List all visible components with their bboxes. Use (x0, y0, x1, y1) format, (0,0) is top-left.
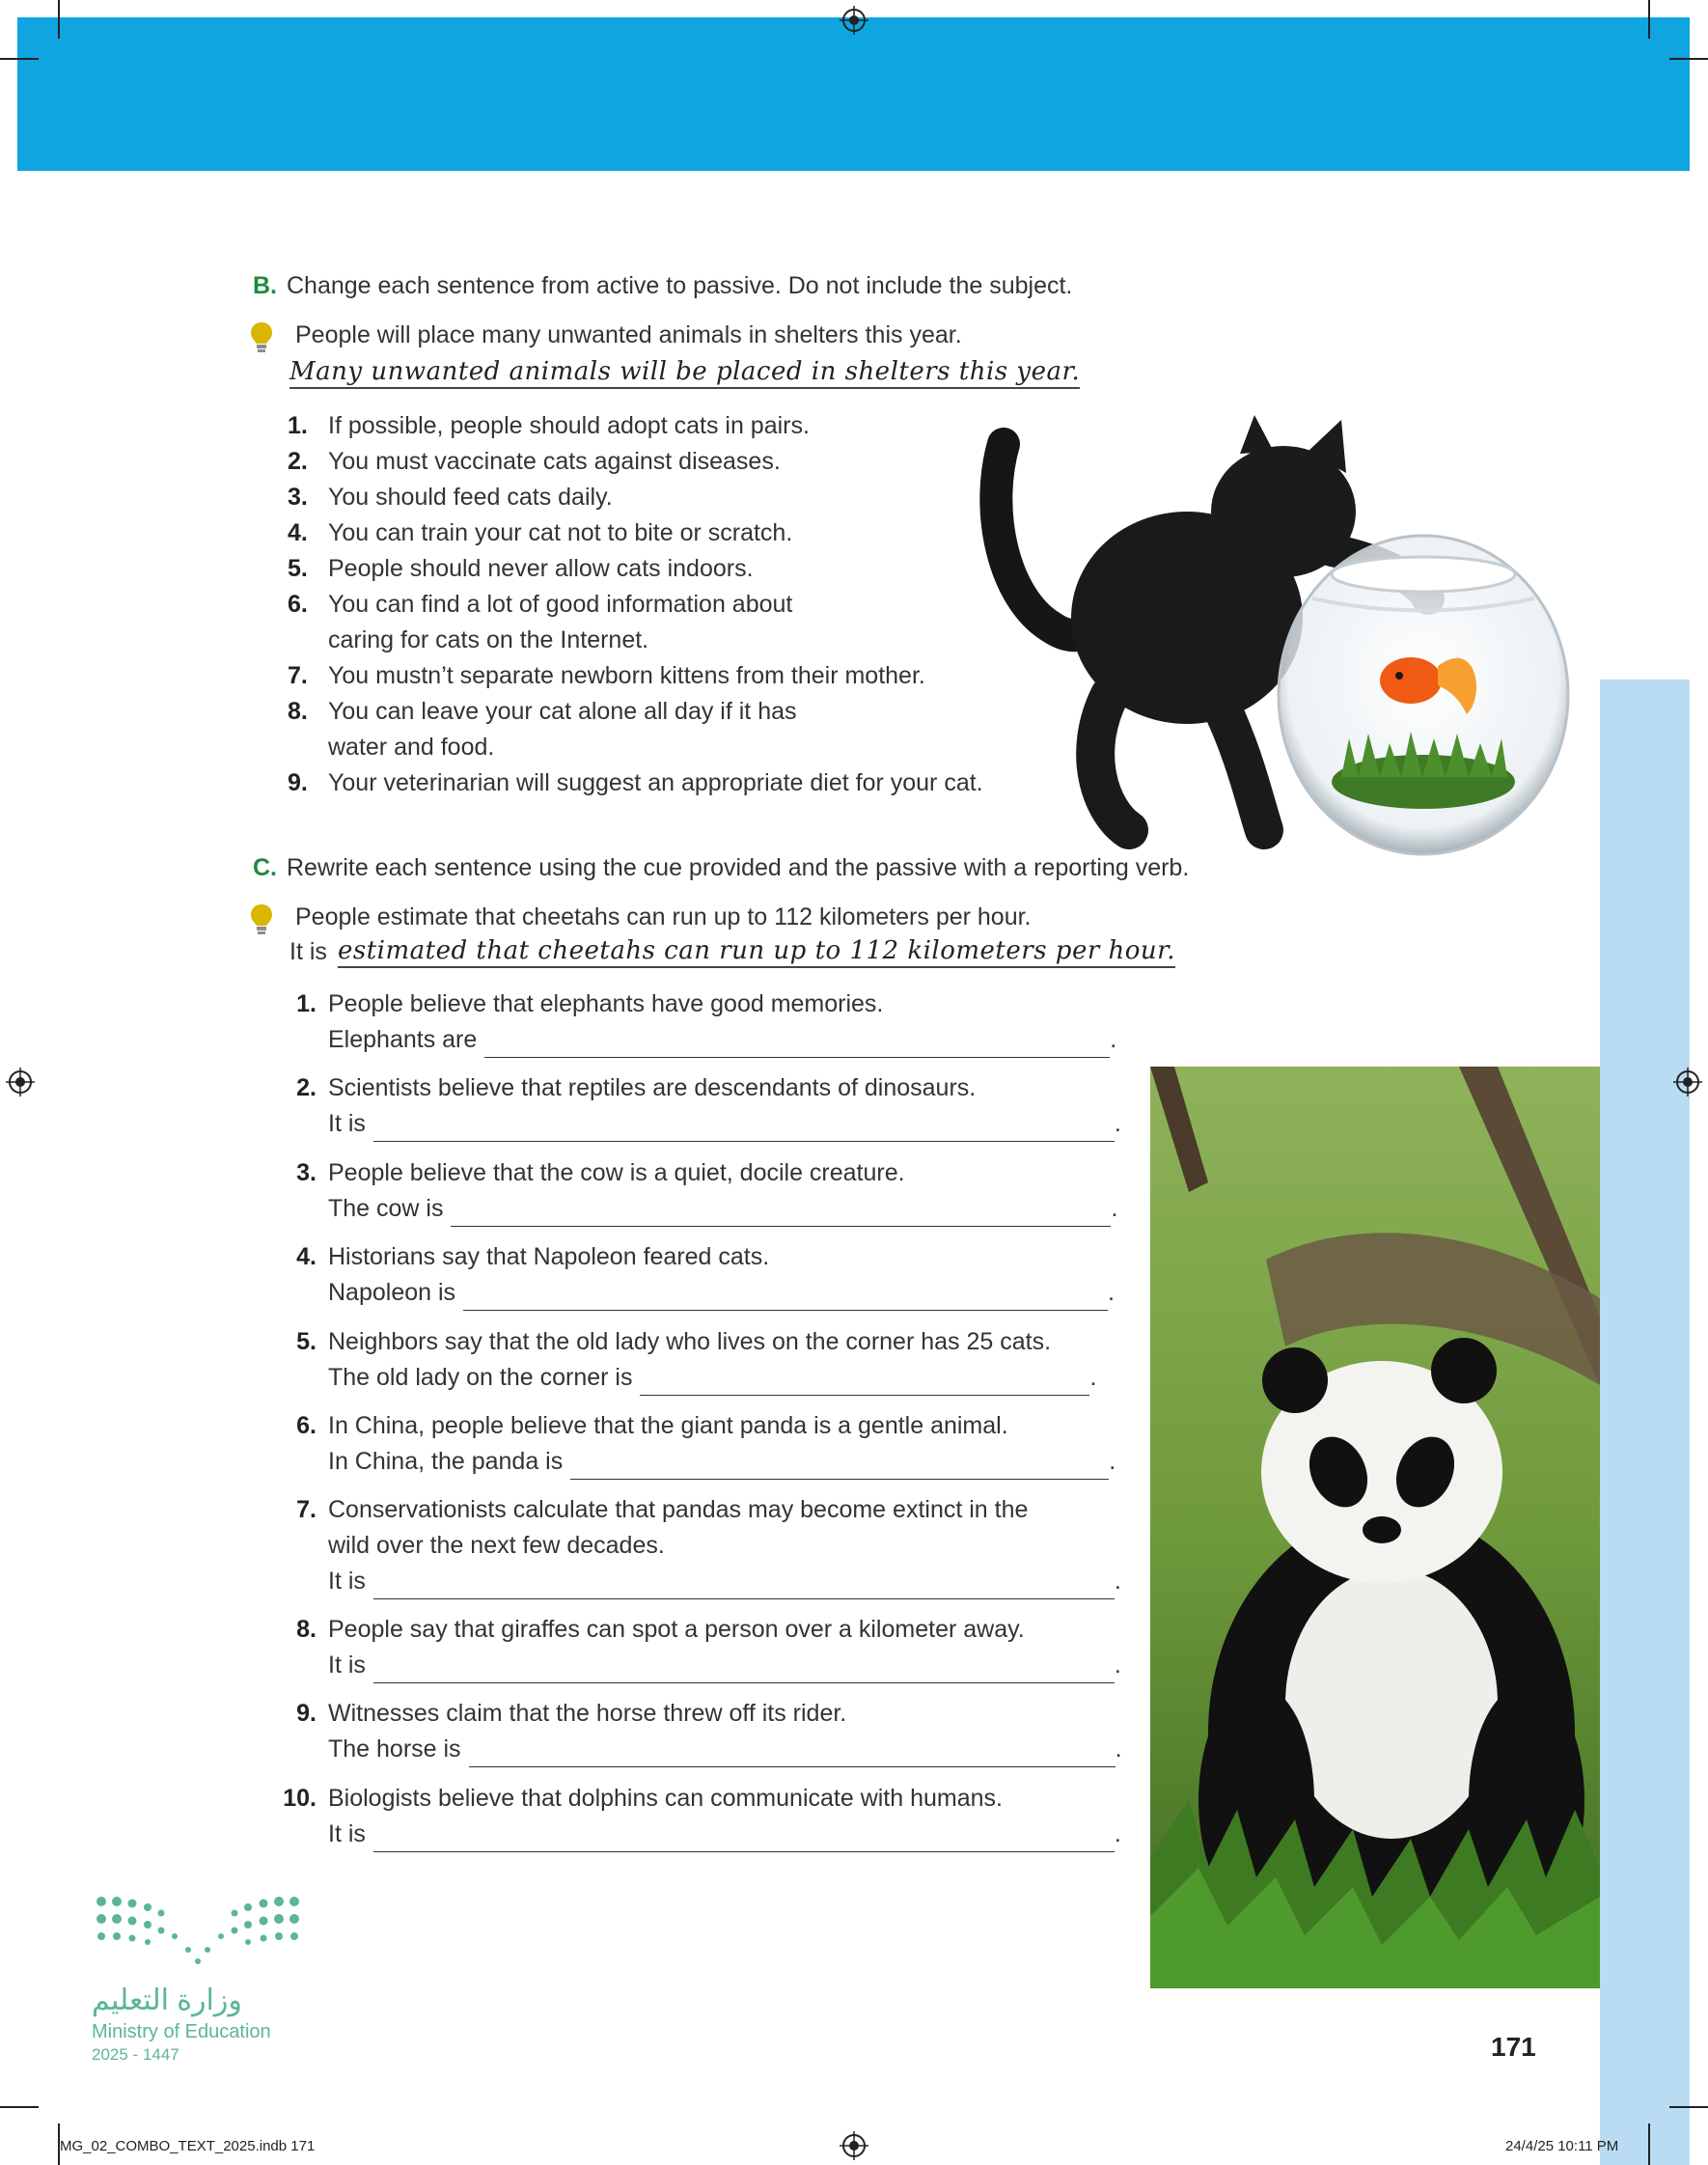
lightbulb-icon (249, 902, 274, 937)
item-text: You can leave your cat alone all day if it has water and food. (328, 698, 797, 761)
list-item (288, 694, 983, 765)
answer-blank[interactable] (373, 1655, 1115, 1683)
list-item (288, 587, 983, 658)
header-band (17, 17, 1690, 171)
item-text: You can find a lot of good information about caring for cats on the Internet. (328, 591, 793, 653)
kitten-fishbowl-photo (965, 405, 1583, 859)
side-band (1600, 680, 1690, 2165)
example-cue: It is (289, 938, 327, 965)
answer-blank[interactable] (570, 1452, 1109, 1480)
section-letter: C. (253, 854, 277, 881)
item-number: 2. (288, 448, 308, 475)
footer-timestamp: 24/4/25 10:11 PM (1505, 2138, 1619, 2154)
item-text: You mustn’t separate newborn kittens from their mother. (328, 662, 925, 689)
list-item (288, 658, 983, 694)
item-number: 3. (296, 1159, 317, 1186)
item-text: Historians say that Napoleon feared cats. (328, 1243, 770, 1270)
item-cue: It is (328, 1820, 366, 1847)
list-item (288, 444, 983, 480)
example-answer: estimated that cheetahs can run up to 112 kilometers per hour. (338, 936, 1175, 968)
item-cue: The horse is (328, 1735, 461, 1763)
item-number: 2. (296, 1074, 317, 1101)
item-number: 1. (296, 990, 317, 1017)
item-text: You must vaccinate cats against diseases. (328, 448, 781, 475)
item-number: 7. (288, 662, 308, 689)
item-cue: The old lady on the corner is (328, 1364, 633, 1391)
item-text: You can train your cat not to bite or scratch. (328, 519, 793, 546)
item-text: If possible, people should adopt cats in pairs. (328, 412, 810, 439)
crop-mark (1648, 0, 1650, 39)
answer-blank[interactable] (451, 1199, 1111, 1227)
item-text: Neighbors say that the old lady who lives on the corner has 25 cats. (328, 1328, 1052, 1355)
answer-blank[interactable] (373, 1114, 1115, 1142)
answer-blank[interactable] (373, 1824, 1115, 1852)
item-text: In China, people believe that the giant panda is a gentle animal. (328, 1412, 1008, 1439)
answer-blank[interactable] (463, 1283, 1108, 1311)
item-number: 4. (296, 1243, 317, 1270)
instruction-text: Rewrite each sentence using the cue provided and the passive with a reporting verb. (287, 854, 1190, 881)
example-prompt: People estimate that cheetahs can run up to 112 kilometers per hour. (295, 903, 1032, 930)
item-cue: It is (328, 1652, 366, 1679)
list-item (288, 480, 983, 515)
crop-mark (1669, 58, 1708, 60)
registration-mark-icon (840, 6, 868, 35)
exercise-item: 10. Biologists believe that dolphins can communicate with humans. It is . (280, 1781, 1121, 1852)
answer-blank[interactable] (484, 1030, 1110, 1058)
list-item (288, 765, 983, 801)
item-text: Biologists believe that dolphins can communicate with humans. (328, 1785, 1003, 1812)
answer-blank[interactable] (469, 1739, 1116, 1767)
item-number: 6. (288, 591, 308, 618)
item-number: 6. (296, 1412, 317, 1439)
item-number: 8. (288, 698, 308, 725)
ministry-arabic: وزارة التعليم (92, 1985, 242, 2016)
section-b-instruction (253, 272, 1072, 300)
exercise-item: 1. People believe that elephants have good memories. Elephants are . (280, 986, 1116, 1058)
crop-mark (58, 0, 60, 39)
item-cue: The cow is (328, 1195, 444, 1222)
exercise-item: 9. Witnesses claim that the horse threw off its rider. The horse is . (280, 1696, 1122, 1767)
item-text: People should never allow cats indoors. (328, 555, 754, 582)
item-number: 5. (296, 1328, 317, 1355)
crop-mark (1648, 2123, 1650, 2165)
footer-file-info: MG_02_COMBO_TEXT_2025.indb 171 (60, 2138, 316, 2154)
item-text: People say that giraffes can spot a person over a kilometer away. (328, 1616, 1025, 1643)
exercise-item: 8. People say that giraffes can spot a person over a kilometer away. It is . (280, 1612, 1121, 1683)
item-number: 8. (296, 1616, 317, 1643)
exercise-item: 2. Scientists believe that reptiles are descendants of dinosaurs. It is . (280, 1070, 1121, 1142)
item-number: 5. (288, 555, 308, 582)
item-text: Scientists believe that reptiles are descendants of dinosaurs. (328, 1074, 977, 1101)
lightbulb-icon (249, 320, 274, 355)
exercise-item: 6. In China, people believe that the giant panda is a gentle animal. In China, the panda is . (280, 1408, 1116, 1480)
exercise-item: 4. Historians say that Napoleon feared cats. Napoleon is . (280, 1239, 1115, 1311)
registration-mark-icon (840, 2131, 868, 2160)
item-cue: It is (328, 1110, 366, 1137)
example-prompt: People will place many unwanted animals in shelters this year. (295, 321, 962, 348)
item-cue: In China, the panda is (328, 1448, 564, 1475)
section-b-list (288, 408, 983, 801)
item-number: 9. (296, 1700, 317, 1727)
item-text: Conservationists calculate that pandas may become extinct in the wild over the next few decades. (328, 1496, 1029, 1559)
panda-photo (1150, 1067, 1600, 1988)
item-text: People believe that the cow is a quiet, docile creature. (328, 1159, 905, 1186)
item-text: Your veterinarian will suggest an appropriate diet for your cat. (328, 769, 983, 796)
list-item (288, 515, 983, 551)
example-answer: Many unwanted animals will be placed in shelters this year. (289, 357, 1080, 389)
item-text: You should feed cats daily. (328, 484, 613, 511)
registration-mark-icon (6, 1068, 35, 1096)
crop-mark (0, 2106, 39, 2108)
item-number: 1. (288, 412, 308, 439)
item-number: 10. (283, 1785, 317, 1812)
answer-blank[interactable] (373, 1571, 1115, 1599)
exercise-item: 3. People believe that the cow is a quiet, docile creature. The cow is . (280, 1155, 1117, 1227)
section-letter: B. (253, 272, 277, 299)
answer-blank[interactable] (640, 1368, 1089, 1396)
registration-mark-icon (1673, 1068, 1702, 1096)
crop-mark (0, 58, 39, 60)
item-text: Witnesses claim that the horse threw off its rider. (328, 1700, 847, 1727)
dots-logo-icon (92, 1892, 304, 1969)
item-number: 7. (296, 1496, 317, 1523)
item-cue: Napoleon is (328, 1279, 456, 1306)
item-number: 4. (288, 519, 308, 546)
instruction-text: Change each sentence from active to passive. Do not include the subject. (287, 272, 1073, 299)
item-number: 9. (288, 769, 308, 796)
exercise-item: 5. Neighbors say that the old lady who lives on the corner has 25 cats. The old lady on the corner is . (280, 1324, 1096, 1396)
ministry-year: 2025 - 1447 (92, 2045, 179, 2064)
ministry-logo (92, 1892, 323, 2085)
section-c-instruction (253, 854, 1189, 882)
list-item (288, 551, 983, 587)
item-cue: Elephants are (328, 1026, 478, 1053)
item-text: People believe that elephants have good memories. (328, 990, 884, 1017)
item-number: 3. (288, 484, 308, 511)
page-number: 171 (1491, 2032, 1536, 2062)
crop-mark (1669, 2106, 1708, 2108)
ministry-english: Ministry of Education (92, 2021, 271, 2042)
item-cue: It is (328, 1568, 366, 1595)
list-item (288, 408, 983, 444)
exercise-item: 7. Conservationists calculate that pandas may become extinct in the wild over the next few decades. It is . (280, 1492, 1121, 1599)
